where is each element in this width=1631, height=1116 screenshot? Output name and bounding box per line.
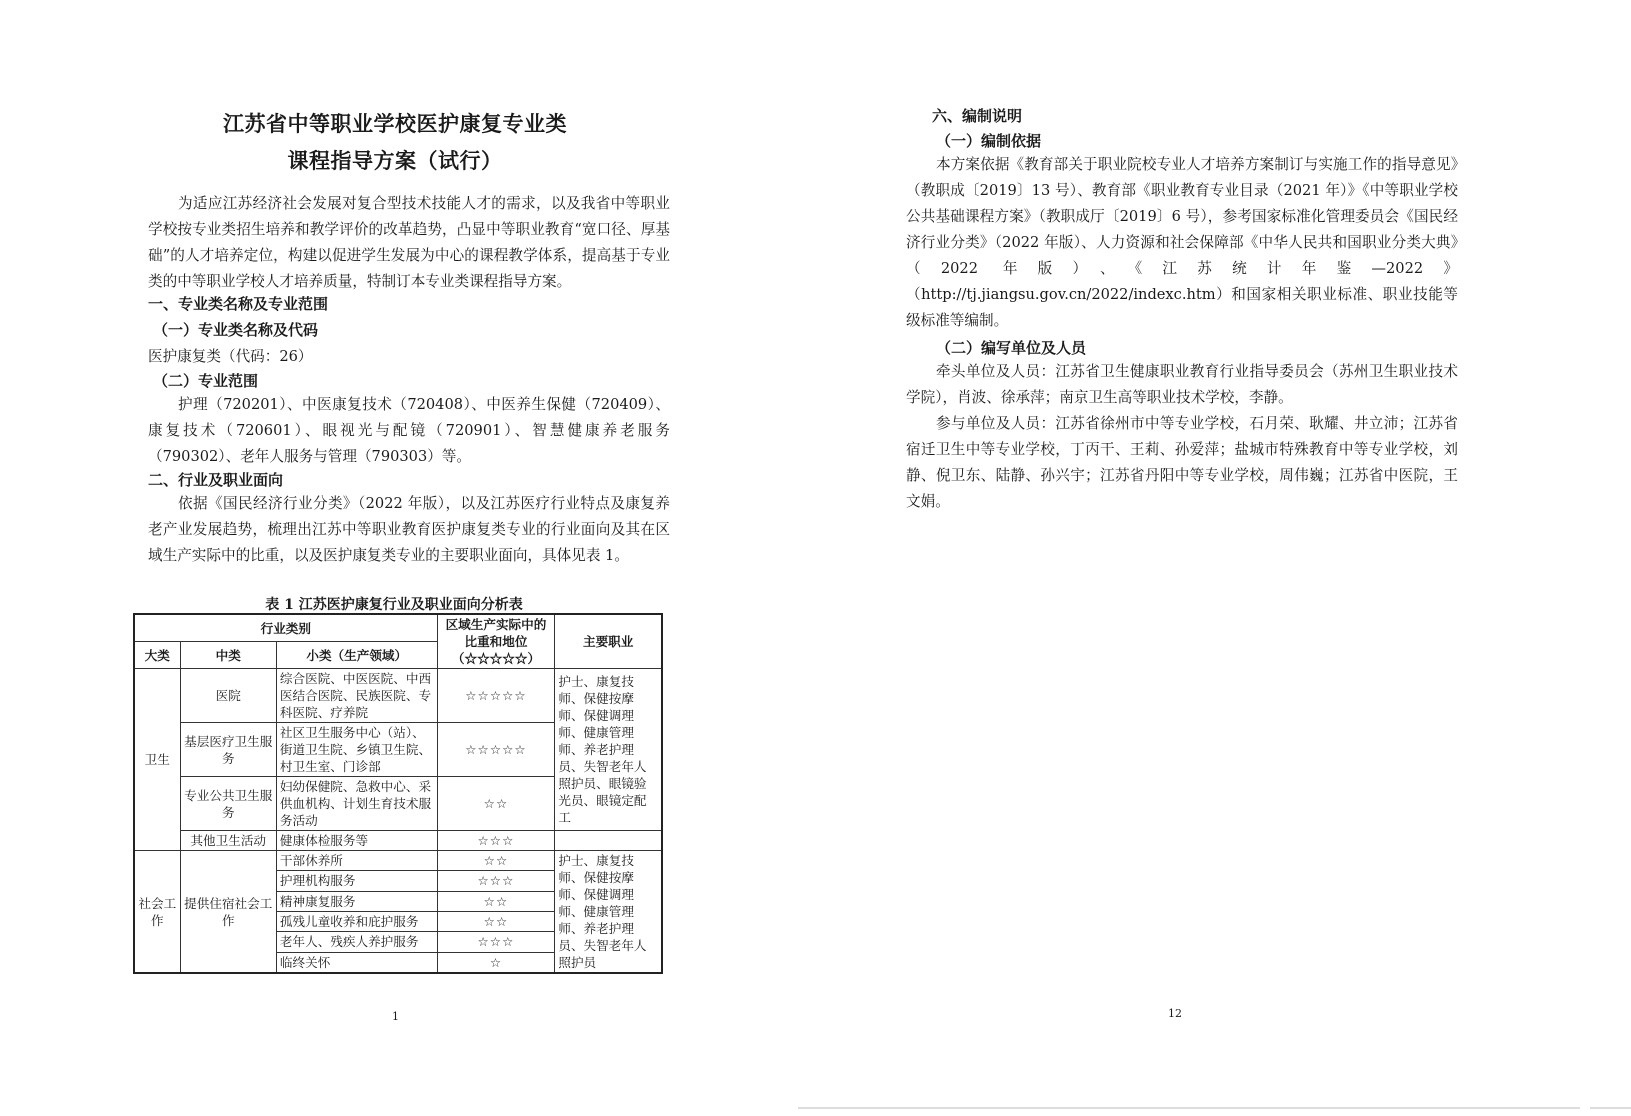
small-cell: 社区卫生服务中心（站）、街道卫生院、乡镇卫生院、村卫生室、门诊部	[276, 723, 437, 777]
stars-cell: ☆☆☆	[437, 932, 555, 952]
stars-cell: ☆☆☆	[437, 831, 555, 851]
section-6-heading: 六、编制说明	[932, 107, 1023, 125]
small-cell: 干部休养所	[276, 851, 437, 871]
medium-cell: 其他卫生活动	[180, 831, 276, 851]
table-row	[134, 831, 662, 851]
header-small: 小类（生产领域）	[276, 642, 437, 669]
section-6-1-text: 本方案依据《教育部关于职业院校专业人才培养方案制订与实施工作的指导意见》（教职成〔2019〕13 号）、教育部《职业教育专业目录（2021 年）》《中等职业学校公共基础课程方案》（教职成厅〔2019〕6 号），参考国家标准化管理委员会《国民经济行业分类》（2022 年版）、人力资源和社会保障部《中华人民共和国职业分类大典》（2022 年版）、《江苏统计年鉴—2022》（http://tj.jiangsu.gov.cn/2022/indexc.htm）和国家相关职业标准、职业技能等级标准等编制。	[906, 156, 1458, 329]
page-edge-divider	[798, 1107, 1580, 1109]
small-cell: 孤残儿童收养和庇护服务	[276, 911, 437, 931]
small-cell: 老年人、残疾人养护服务	[276, 932, 437, 952]
intro-paragraph: 为适应江苏经济社会发展对复合型技术技能人才的需求，以及我省中等职业学校按专业类招生培养和教学评价的改革趋势，凸显中等职业教育“宽口径、厚基础”的人才培养定位，构建以促进学生发展为中心的课程教学体系，提高基于专业类的中等职业学校人才培养质量，特制订本专业类课程指导方案。	[148, 195, 670, 290]
stars-cell: ☆☆☆☆☆	[437, 723, 555, 777]
stars-cell: ☆☆	[437, 891, 555, 911]
section-6-1-heading: （一）编制依据	[936, 132, 1042, 150]
page-number: 12	[1168, 1007, 1182, 1020]
section-1-1-text: 医护康复类（代码：26）	[148, 348, 313, 365]
stars-cell: ☆	[437, 952, 555, 973]
stars-cell: ☆☆	[437, 777, 555, 831]
stars-cell: ☆☆	[437, 851, 555, 871]
stars-cell: ☆☆☆	[437, 871, 555, 891]
table-caption: 表 1 江苏医护康复行业及职业面向分析表	[265, 597, 523, 613]
header-medium: 中类	[180, 642, 276, 669]
page-edge-divider	[1590, 1107, 1631, 1109]
industry-occupation-table	[133, 613, 663, 974]
section-6-2-text-lead: 牵头单位及人员：江苏省卫生健康职业教育行业指导委员会（苏州卫生职业技术学院），肖波、徐承萍；南京卫生高等职业技术学校，李静。	[906, 363, 1458, 406]
jobs-cell-empty	[555, 831, 662, 851]
small-cell: 精神康复服务	[276, 891, 437, 911]
header-industry: 行业类别	[134, 614, 437, 642]
medium-cell: 基层医疗卫生服务	[180, 723, 276, 777]
section-1-2-heading: （二）专业范围	[153, 372, 259, 390]
header-main-jobs: 主要职业	[555, 614, 662, 669]
medium-cell: 提供住宿社会工作	[180, 851, 276, 974]
section-1-2-text: 护理（720201）、中医康复技术（720408）、中医养生保健（720409）、康复技术（720601）、眼视光与配镜（720901）、智慧健康养老服务（790302）、老年人服务与管理（790303）等。	[148, 396, 670, 465]
major-cell: 卫生	[134, 669, 180, 851]
header-major: 大类	[134, 642, 180, 669]
section-2-heading: 二、行业及职业面向	[148, 471, 284, 489]
small-cell: 健康体检服务等	[276, 831, 437, 851]
medium-cell: 医院	[180, 669, 276, 723]
left-page	[0, 0, 800, 1116]
document-title-line2: 课程指导方案（试行）	[287, 148, 503, 173]
table-row	[134, 669, 662, 723]
right-page	[800, 0, 1631, 1116]
table-row	[134, 851, 662, 871]
document-title-line1: 江苏省中等职业学校医护康复专业类	[223, 111, 567, 136]
section-6-2-text-participants: 参与单位及人员：江苏省徐州市中等专业学校，石月荣、耿耀、井立沛；江苏省宿迁卫生中等专业学校，丁丙干、王莉、孙爱萍；盐城市特殊教育中等专业学校，刘静、倪卫东、陆静、孙兴宇；江苏省丹阳中等专业学校，周伟巍；江苏省中医院，王文娟。	[906, 415, 1458, 510]
major-cell: 社会工作	[134, 851, 180, 974]
small-cell: 临终关怀	[276, 952, 437, 973]
page-number: 1	[392, 1010, 399, 1023]
section-1-1-heading: （一）专业类名称及代码	[153, 321, 319, 339]
jobs-cell: 护士、康复技师、保健按摩师、保健调理师、健康管理师、养老护理员、失智老年人照护员	[555, 851, 662, 974]
section-2-text: 依据《国民经济行业分类》（2022 年版），以及江苏医疗行业特点及康复养老产业发展趋势，梳理出江苏中等职业教育医护康复类专业的行业面向及其在区域生产实际中的比重，以及医护康复类专业的主要职业面向，具体见表 1。	[148, 495, 670, 564]
small-cell: 护理机构服务	[276, 871, 437, 891]
stars-cell: ☆☆☆☆☆	[437, 669, 555, 723]
header-region-weight: 区域生产实际中的比重和地位（☆☆☆☆☆）	[437, 614, 555, 669]
small-cell: 综合医院、中医医院、中西医结合医院、民族医院、专科医院、疗养院	[276, 669, 437, 723]
section-1-heading: 一、专业类名称及专业范围	[148, 295, 329, 313]
small-cell: 妇幼保健院、急救中心、采供血机构、计划生育技术服务活动	[276, 777, 437, 831]
medium-cell: 专业公共卫生服务	[180, 777, 276, 831]
jobs-cell: 护士、康复技师、保健按摩师、保健调理师、健康管理师、养老护理员、失智老年人照护员、眼镜验光员、眼镜定配工	[555, 669, 662, 831]
stars-cell: ☆☆	[437, 911, 555, 931]
section-6-2-heading: （二）编写单位及人员	[936, 339, 1087, 357]
